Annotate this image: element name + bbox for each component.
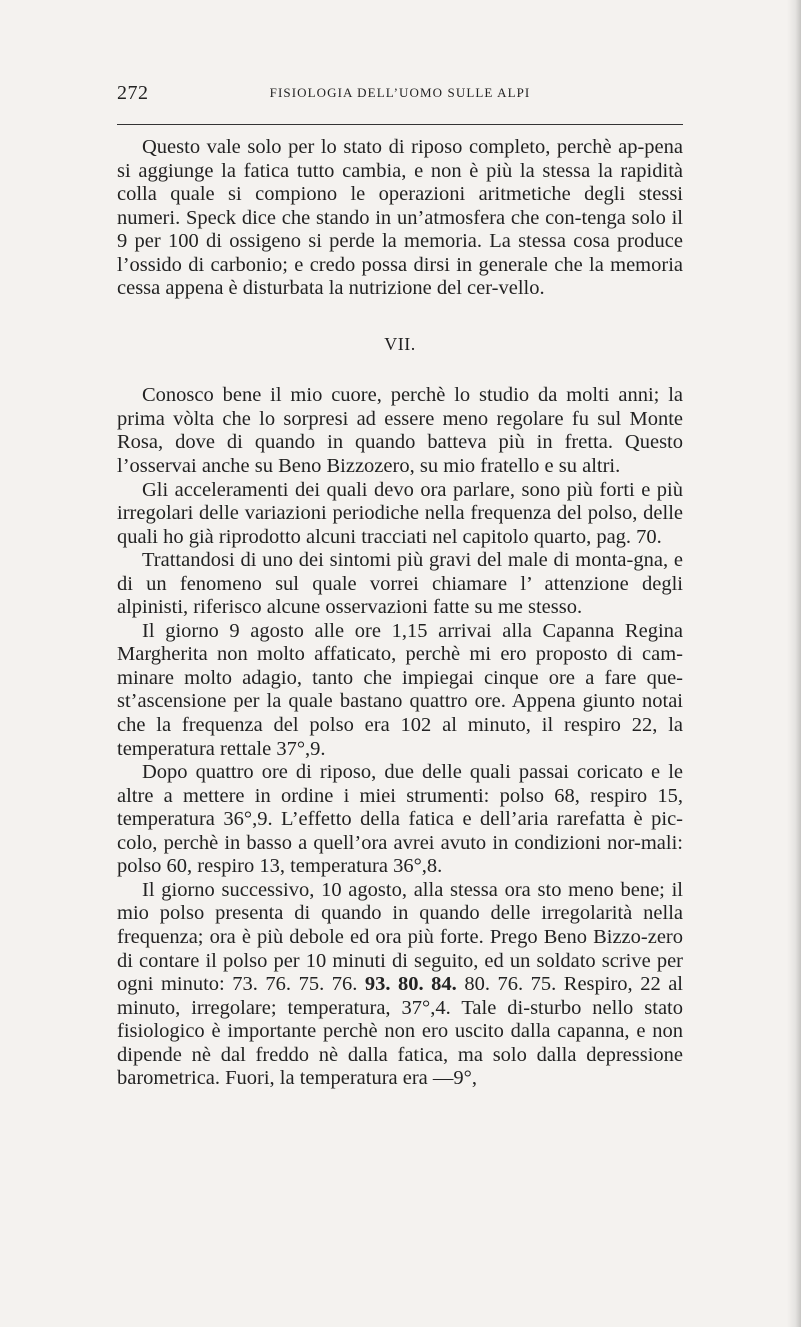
page-number: 272 (117, 82, 149, 104)
paragraph-7-part-1: Il giorno successivo, 10 agosto, alla stessa ora sto meno bene; il mio polso presenta di quando in quando delle irregolarità nella frequenza; ora è più debole ed ora più forte. Prego Beno Bizzo-zero di contare il polso per 10 minuti di seguito, ed un soldato scrive per ogni minuto: 73. 76. 75. 76. (117, 878, 683, 996)
paragraph-7 (117, 879, 683, 1091)
running-title: FISIOLOGIA DELL’UOMO SULLE ALPI (269, 85, 531, 100)
paragraph-6: Dopo quattro ore di riposo, due delle quali passai coricato e le altre a mettere in ordine i miei strumenti: polso 68, respiro 15, temperatura 36°,9. L’effetto della fatica e dell’aria rarefatta è pic-colo, perchè in basso a quell’ora avrei avuto in condizioni nor-mali: polso 60, respiro 13, temperatura 36°,8. (117, 761, 683, 878)
section-heading: VII. (384, 333, 416, 354)
running-head (117, 82, 683, 106)
paragraph-7-part-2: 80. 76. 75. Respiro, 22 al minuto, irregolare; temperatura, 37°,4. Tale di-sturbo nello stato fisiologico è importante perchè non ero uscito dalla capanna, e non dipende nè dal freddo nè dalla fatica, ma solo dalla depressione barometrica. Fuori, la temperatura era —9°, (117, 973, 684, 1090)
page-edge-shadow (787, 0, 801, 1327)
paragraph-2: Conosco bene il mio cuore, perchè lo studio da molti anni; la prima vòlta che lo sorpresi ad essere meno regolare fu sul Monte Rosa, dove di quando in quando batteva più in fretta. Questo l’osservai anche su Beno Bizzozero, su mio fratello e su altri. (117, 384, 683, 478)
paragraph-1: Questo vale solo per lo stato di riposo completo, perchè ap-pena si aggiunge la fatica tutto cambia, e non è più la stessa la rapidità colla quale si compiono le operazioni aritmetiche degli stessi numeri. Speck dice che stando in un’atmosfera che con-tenga solo il 9 per 100 di ossigeno si perde la memoria. La stessa cosa produce l’ossido di carbonio; e credo possa dirsi in generale che la memoria cessa appena è disturbata la nutrizione del cer-vello. (117, 136, 683, 300)
paragraph-4: Trattandosi di uno dei sintomi più gravi del male di monta-gna, e di un fenomeno sul quale vorrei chiamare l’ attenzione degli alpinisti, riferisco alcune osservazioni fatte su me stesso. (117, 549, 683, 619)
body-text (117, 136, 683, 1091)
paragraph-5: Il giorno 9 agosto alle ore 1,15 arrivai alla Capanna Regina Margherita non molto affaticato, perchè mi ero proposto di cam-minare molto adagio, tanto che impiegai cinque ore a fare que-st’ascensione per la quale bastano quattro ore. Appena giunto notai che la frequenza del polso era 102 al minuto, il respiro 22, la temperatura rettale 37°,9. (117, 619, 683, 760)
paragraph-3: Gli acceleramenti dei quali devo ora parlare, sono più forti e più irregolari delle variazioni periodiche nella frequenza del polso, delle quali ho già riprodotto alcuni tracciati nel capitolo quarto, pag. 70. (117, 478, 683, 548)
pulse-values-bold: 93. 80. 84. (364, 973, 457, 996)
header-rule (117, 124, 683, 125)
